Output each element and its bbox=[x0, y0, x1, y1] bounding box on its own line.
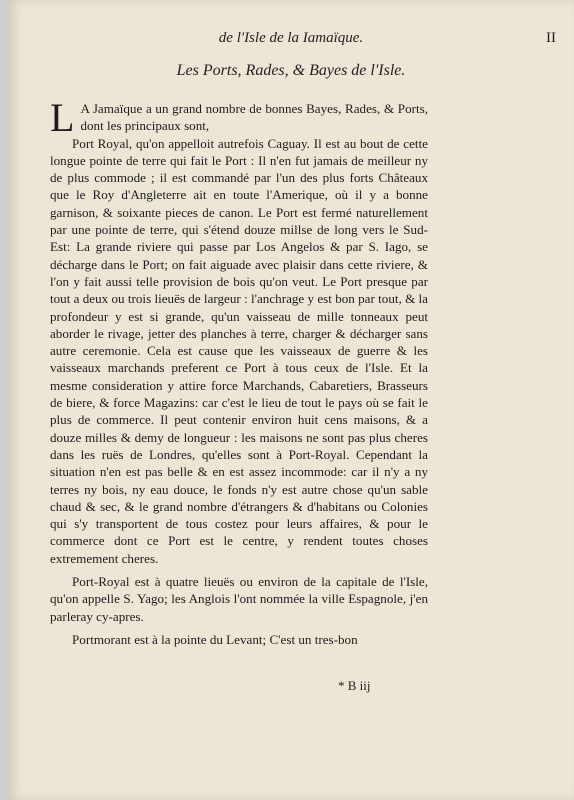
page-number: II bbox=[546, 30, 556, 46]
book-page bbox=[8, 0, 574, 800]
running-head: de l'Isle de la Iamaïque. bbox=[218, 30, 364, 46]
section-title: Les Ports, Rades, & Bayes de l'Isle. bbox=[176, 62, 406, 79]
signature-mark: * B iij bbox=[338, 678, 371, 693]
page-header bbox=[8, 28, 574, 52]
drop-cap: L bbox=[50, 95, 75, 140]
paragraph-3: Port-Royal est à quatre lieuës ou environ de la capitale de l'Isle, qu'on appelle S. Yago; les Anglois l'ont nommée la ville Espagnole, j'en parleray cy-apres. bbox=[50, 574, 428, 624]
paragraph-4: Portmorant est à la pointe du Levant; C'est un tres-bon bbox=[72, 631, 358, 647]
body-text bbox=[50, 95, 428, 648]
paragraph-2: Port Royal, qu'on appelloit autrefois Caguay. Il est au bout de cette longue pointe de terre qui fait le Port : Il n'en fut jamais de meilleur ny de plus commode ; il est commandé par l'un des plus forts Châteaux que le Roy d'Angleterre ait en toute l'Amerique, où il y a bonne garnison, & soixante pieces de canon. Le Port est fermé naturellement par une pointe de terre, qui s'étend douze millse de long vers le Sud-Est: La grande riviere qui passe par Los Angelos & par S. Iago, se décharge dans le Port; on fait aiguade avec plaisir dans cette riviere, & l'on y fait aussi telle provision de bois qu'on veut. Le Port presque par tout a deux ou trois lieuës de largeur : l'anchrage y est bon par tout, & la profondeur y est si grande, qu'un vaisseau de mille tonneaux peut aborder le rivage, jetter des planches à terre, charger & décharger sans autre ceremonie. Cela est cause que les vaisseaux de guerre & les vaisseaux marchands preferent ce Port à tous ceux de l'Isle. Et la mesme consideration y attire force Marchands, Cabaretiers, Brasseurs de biere, & force Magazins: car c'est le lieu de tout le pays où se fait le plus de commerce. Il peut contenir environ huit cens maisons, & a douze milles & demy de longueur : les maisons ne sont pas plus cheres dans les ruës de Londres, qu'elles sont à Port-Royal. Cependant la situation n'en est pas belle & en est assez incommode: car il n'y a ny terres ny bois, ny eau douce, le fonds n'y est autre chose qu'un sable chaud & sec, & le grand nombre d'étrangers & d'habitans ou Colonies qui s'y transportent de tous costez pour leurs affaires, & pour le commerce dont ce Port est le centre, y rendent toutes choses extremement cheres. bbox=[50, 135, 428, 566]
paragraph-1 bbox=[50, 95, 428, 140]
paragraph-1-text: A Jamaïque a un grand nombre de bonnes Bayes, Rades, & Ports, dont les principaux sont, bbox=[80, 101, 428, 134]
